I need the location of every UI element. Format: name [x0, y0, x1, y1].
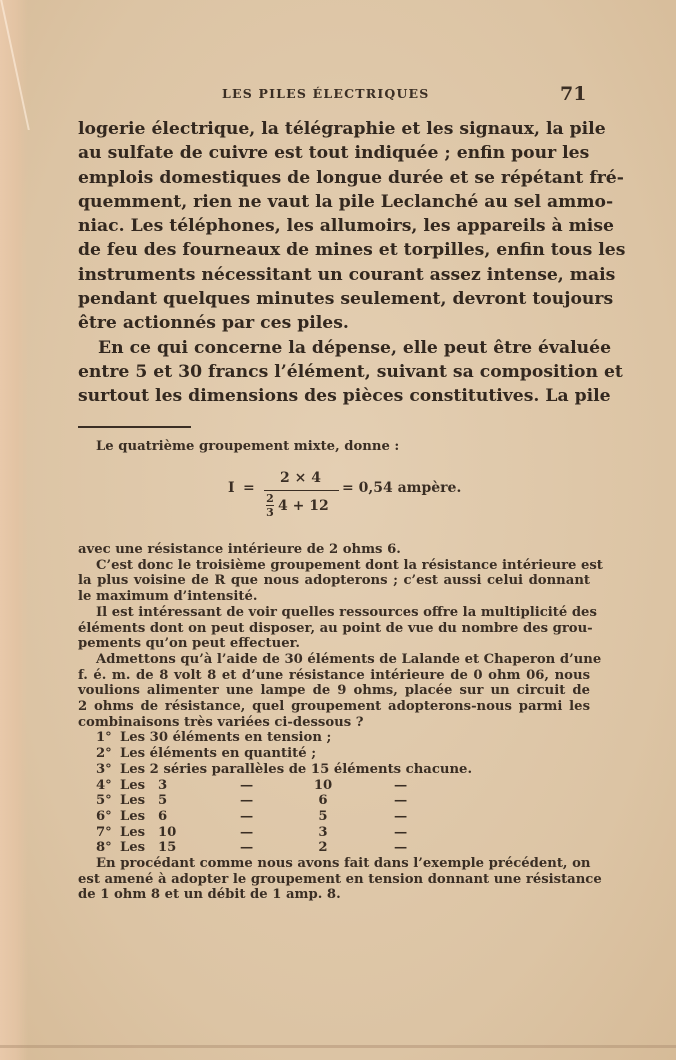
- equation-lhs: I: [228, 480, 235, 496]
- text-line: surtout les dimensions des pièces constitutives. La pile: [78, 386, 611, 407]
- text-line: quemment, rien ne vaut la pile Leclanché au sel ammo-: [78, 191, 614, 212]
- enum-number: 6°: [96, 808, 112, 824]
- equation: [228, 470, 548, 530]
- ditto-dash: —: [394, 777, 408, 793]
- ditto-dash: —: [240, 793, 254, 809]
- footnote-separator-rule: [78, 426, 191, 428]
- enum-item: [78, 762, 590, 778]
- enum-elements-per-series: 3: [318, 824, 328, 840]
- denominator-fraction: [266, 492, 274, 519]
- ditto-dash: —: [394, 840, 408, 856]
- enum-text: Les 30 éléments en tension ;: [120, 730, 332, 746]
- enum-text: Les éléments en quantité ;: [120, 746, 317, 762]
- denominator-fraction-den: 3: [266, 506, 274, 519]
- text-line: entre 5 et 30 francs l’élément, suivant sa composition et: [78, 361, 623, 382]
- text-line: instruments nécessitant un courant assez intense, mais: [78, 264, 616, 285]
- page-number: 71: [560, 83, 587, 105]
- text-line: au sulfate de cuivre est tout indiquée ; enfin pour les: [78, 143, 590, 164]
- note-line: pements qu’on peut effectuer.: [78, 636, 300, 652]
- text-line: niac. Les téléphones, les allumoirs, les appareils à mise: [78, 216, 614, 237]
- equation-numerator: 2 × 4: [280, 470, 321, 486]
- denominator-fraction-num: 2: [266, 492, 274, 505]
- enum-item: [78, 778, 590, 794]
- note-line: éléments dont on peut disposer, au point de vue du nombre des grou-: [78, 620, 593, 636]
- enum-number: 1°: [96, 730, 112, 746]
- enum-series-count: 3: [158, 777, 168, 793]
- enum-les: Les: [120, 824, 146, 840]
- equation-equals: =: [243, 480, 255, 496]
- enum-number: 7°: [96, 824, 112, 840]
- ditto-dash: —: [240, 808, 254, 824]
- enum-number: 2°: [96, 746, 112, 762]
- enum-series-count: 5: [158, 793, 168, 809]
- note-line: voulions alimenter une lampe de 9 ohms, placée sur un circuit de: [78, 683, 590, 699]
- text-line: de feu des fourneaux de mines et torpilles, enfin tous les: [78, 240, 626, 261]
- note-line: avec une résistance intérieure de 2 ohms 6.: [78, 542, 401, 557]
- enum-elements-per-series: 2: [318, 840, 328, 856]
- note-line: combinaisons très variées ci-dessous ?: [78, 714, 364, 730]
- enum-item: [78, 840, 590, 856]
- equation-result: = 0,54 ampère.: [342, 480, 462, 496]
- ditto-dash: —: [394, 808, 408, 824]
- enum-item: [78, 793, 590, 809]
- note-line: Il est intéressant de voir quelles ressources offre la multiplicité des: [96, 604, 597, 620]
- enum-item: [78, 825, 590, 841]
- enum-number: 8°: [96, 840, 112, 856]
- enum-les: Les: [120, 840, 146, 856]
- enum-number: 4°: [96, 777, 112, 793]
- text-line: logerie électrique, la télégraphie et les signaux, la pile: [78, 119, 606, 139]
- footnote-body: [78, 542, 603, 903]
- ditto-dash: —: [240, 777, 254, 793]
- enum-number: 3°: [96, 761, 112, 777]
- note-line: le maximum d’intensité.: [78, 589, 258, 605]
- enum-item: [78, 809, 590, 825]
- enum-series-count: 6: [158, 808, 168, 824]
- enum-les: Les: [120, 793, 146, 809]
- enum-elements-per-series: 6: [318, 793, 328, 809]
- enum-series-count: 15: [158, 840, 177, 856]
- main-body-text: [78, 117, 626, 409]
- note-line: Admettons qu’à l’aide de 30 éléments de Lalande et Chaperon d’une: [96, 651, 602, 667]
- enum-series-count: 10: [158, 824, 177, 840]
- fraction-bar: [264, 490, 339, 491]
- enum-les: Les: [120, 808, 146, 824]
- ditto-dash: —: [240, 840, 254, 856]
- footnote-intro: Le quatrième groupement mixte, donne :: [96, 439, 400, 454]
- note-line: de 1 ohm 8 et un débit de 1 amp. 8.: [78, 887, 341, 903]
- note-line: C’est donc le troisième groupement dont la résistance intérieure est: [96, 557, 603, 573]
- ditto-dash: —: [394, 824, 408, 840]
- enum-elements-per-series: 10: [313, 777, 333, 793]
- text-line: pendant quelques minutes seulement, devront toujours: [78, 289, 614, 310]
- text-line: En ce qui concerne la dépense, elle peut être évaluée: [98, 337, 612, 358]
- enum-number: 5°: [96, 793, 112, 809]
- equation-denominator: 4 + 12: [278, 498, 329, 514]
- note-line: 2 ohms de résistance, quel groupement adopterons-nous parmi les: [78, 699, 590, 715]
- enum-item: [78, 730, 590, 746]
- page-bottom-edge: [0, 1045, 676, 1048]
- ditto-dash: —: [240, 824, 254, 840]
- running-title: LES PILES ÉLECTRIQUES: [222, 86, 430, 101]
- text-line: être actionnés par ces piles.: [78, 313, 349, 334]
- text-line: emplois domestiques de longue durée et se répétant fré-: [78, 167, 624, 188]
- enum-les: Les: [120, 777, 146, 793]
- note-line: est amené à adopter le groupement en tension donnant une résistance: [78, 871, 602, 887]
- page-edge-shadow: [0, 0, 28, 1060]
- note-line: f. é. m. de 8 volt 8 et d’une résistance intérieure de 0 ohm 06, nous: [78, 667, 590, 683]
- note-line: En procédant comme nous avons fait dans l’exemple précédent, on: [96, 855, 591, 871]
- note-line: la plus voisine de R que nous adopterons ; c’est aussi celui donnant: [78, 573, 590, 589]
- enum-elements-per-series: 5: [318, 808, 328, 824]
- enum-text: Les 2 séries parallèles de 15 éléments chacune.: [120, 761, 473, 777]
- enum-item: [78, 746, 590, 762]
- ditto-dash: —: [394, 793, 408, 809]
